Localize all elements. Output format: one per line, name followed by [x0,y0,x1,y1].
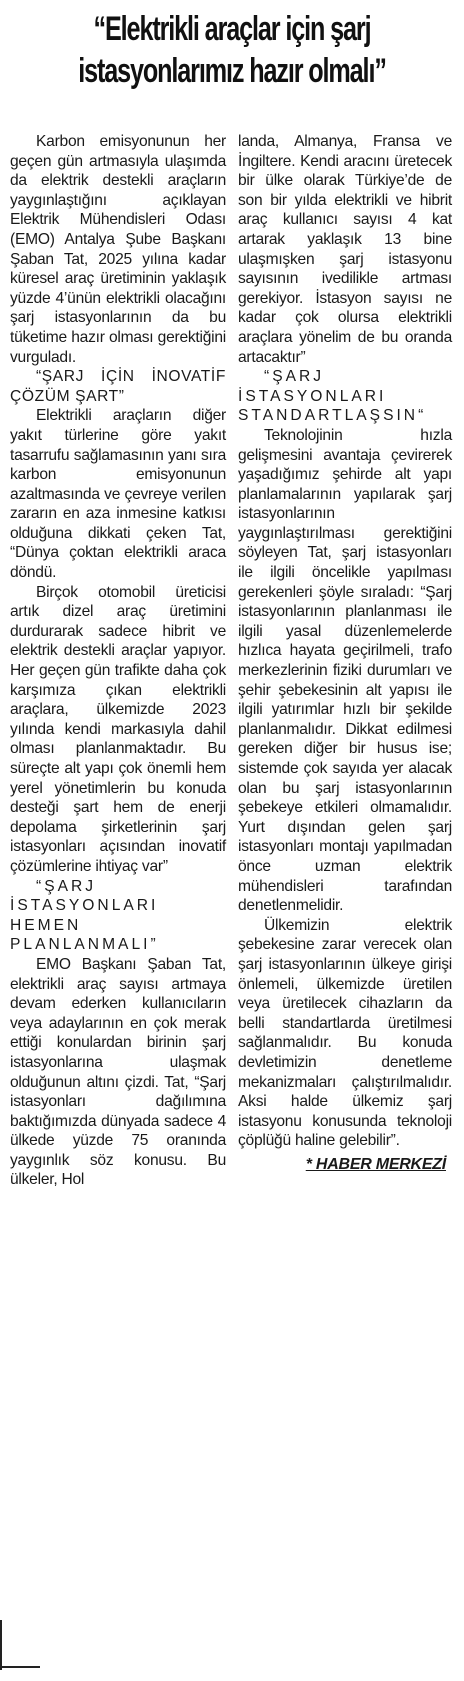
paragraph: Birçok otomobil üreticisi artık dizel araç üretimini durdurarak sadece hibrit ve elektrik destekli araçlar yapıyor. Her geçen gün trafikte daha çok karşımıza çıkan elektrikli araçlara, ülkemizde 2023 yılında kendi markasıyla dahil olması planlanmaktadır. Bu süreçte alt yapı çok önemli hem yerel yönetimlerin bu konuda desteği şart hem de enerji depolama şirketlerinin şarj istasyonları açısından inovatif çözümlerine ihtiyaç var” [10,583,226,875]
paragraph: Karbon emisyonunun her geçen gün artmasıyla ulaşımda da elektrik destekli araçların yaygınlaştığını açıklayan Elektrik Mühendisleri Odası (EMO) Antalya Şube Başkanı Şaban Tat, 2025 yılına kadar küresel araç üretiminin yaklaşık yüzde 4’ünün elektrikli olacağını şarj istasyonlarının da bu tüketime hazır olması gerektiğini vurguladı. [10,133,226,366]
headline-line-1: “Elektrikli araçlar için şarj [93,10,371,48]
paragraph: Ülkemizin elektrik şebekesine zarar verecek olan şarj istasyonlarının ülkeye girişi önlemeli, ülkemizde üretilen veya üretilecek cihazların da belli standartlarda üretilmesi sağlanmalıdır. Bu konuda devletimizin denetleme mekanizmaları çalıştırılmalıdır. Aksi halde ülkemiz şarj istasyonu konusunda teknoloji çöplüğü haline gelebilir”. [238,916,452,1150]
subheading: “ŞARJ İSTASYONLARI STANDARTLAŞSIN“ [238,368,427,425]
paragraph: Elektrikli araçların diğer yakıt türlerine göre yakıt tasarrufu sağlamasının yanı sıra karbon emisyonunun azaltmasında ve çevreye verilen zararın en aza inmesine katkısı olduğuna dikkati çeken Tat, “Dünya çoktan elektrikli araca döndü. [10,407,226,582]
paragraph: landa, Almanya, Fransa ve İngiltere. Kendi aracını üretecek bir ülke olarak Türkiye’de de son bir yılda elektrikli ve hibrit araç kullanıcı sayısı 4 kat artarak yaklaşık 13 bine ulaşmışken şarj istasyonu sayısının ivedilikle artması gerekiyor. İstasyon sayısı ne kadar çok olursa elektrikli araçlara yönelim de bu oranda artacaktır” [238,133,452,366]
article-headline [60,8,403,92]
subheading: “ŞARJ İÇİN İNOVATİF ÇÖZÜM ŞART” [10,368,226,405]
corner-rule-horizontal [0,1666,40,1668]
corner-rule-vertical [0,1620,2,1670]
subheading: “ŞARJ İSTASYONLARI HEMEN PLANLANMALI” [10,877,159,954]
headline-line-2: istasyonlarımız hazır olmalı” [78,52,386,90]
byline: * HABER MERKEZİ [305,1155,446,1173]
right-column [238,132,452,1174]
left-column [10,132,226,1190]
paragraph: EMO Başkanı Şaban Tat, elektrikli araç sayısı artmaya devam ederken kullanıcıların veya adaylarının en çok merak ettiği konulardan birinin şarj istasyonlarına ulaşmak olduğunun altını çizdi. Tat, “Şarj istasyonları dağılımına baktığımızda dünyada sadece 4 ülkede yüzde 75 oranında yaygınlık söz konusu. Bu ülkeler, Hol [10,955,226,1189]
paragraph: Teknolojinin hızla gelişmesini avantaja çevirerek yaşadığımız şehirde alt yapı planlamalarının yapılarak şarj istasyonlarının yaygınlaştırılması gerektiğini söyleyen Tat, şarj istasyonları ile ilgili öncelikle yapılması gerekenleri şöyle sıraladı: “Şarj istasyonlarının planlanması ile ilgili yasal düzenlemelerde hızlıca hayata geçirilmeli, trafo merkezlerinin fiziki durumları ve şehir şebekesinin alt yapısı ile ilgili yatırımlar hızlı bir şekilde planlanmalıdır. Dikkat edilmesi gereken diğer bir husus ise; sistemde çok sayıda yer alacak olan bu şarj istasyonlarının şebekeye etkileri olmamalıdır. Yurt dışından gelen şarj istasyonları montajı yapılmadan önce uzman elektrik mühendisleri tarafından denetlenmelidir. [238,426,452,915]
